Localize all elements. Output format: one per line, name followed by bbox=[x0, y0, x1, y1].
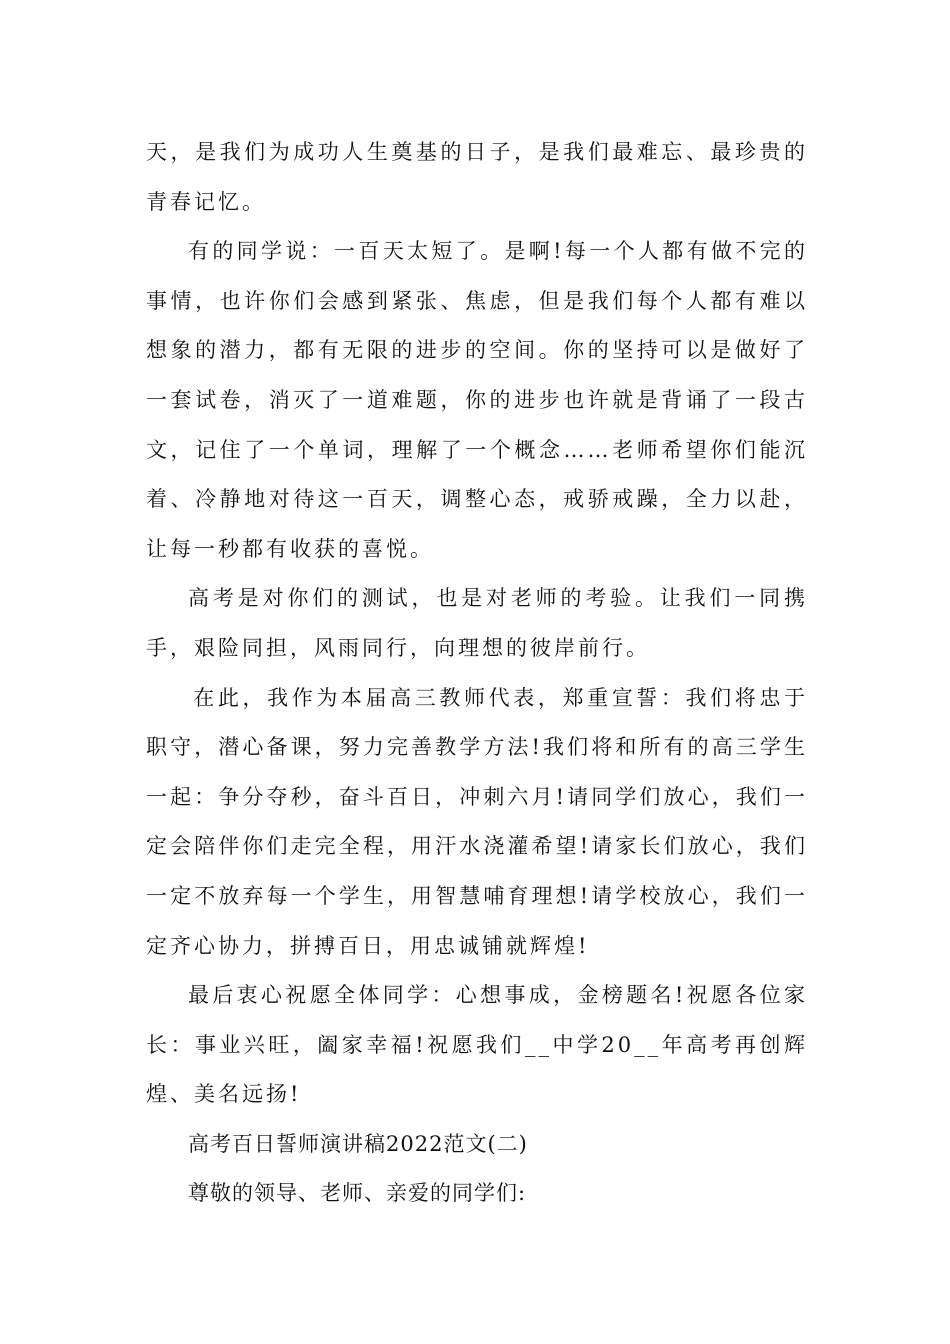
paragraph-continuation: 天，是我们为成功人生奠基的日子，是我们最难忘、最珍贵的青春记忆。 bbox=[146, 140, 808, 214]
paragraph-gaokao-test: 高考是对你们的测试，也是对老师的考验。让我们一同携手，艰险同担，风雨同行，向理想的彼岸前行。 bbox=[146, 586, 808, 660]
salutation: 尊敬的领导、老师、亲爱的同学们: bbox=[188, 1181, 527, 1206]
paragraph-wishes: 最后衷心祝愿全体同学：心想事成，金榜题名!祝愿各位家长：事业兴旺，阖家幸福!祝愿我们__中学20__年高考再创辉煌、美名远扬! bbox=[146, 983, 808, 1107]
paragraph-oath: 在此，我作为本届高三教师代表，郑重宣誓：我们将忠于职守，潜心备课，努力完善教学方法!我们将和所有的高三学生一起：争分夺秒，奋斗百日，冲刺六月!请同学们放心，我们一定会陪伴你们走完全程，用汗水浇灌希望!请家长们放心，我们一定不放弃每一个学生，用智慧哺育理想!请学校放心，我们一定齐心协力，拼搏百日，用忠诚铺就辉煌! bbox=[146, 685, 808, 958]
section-title: 高考百日誓师演讲稿2022范文(二) bbox=[188, 1131, 528, 1156]
document-body bbox=[146, 128, 808, 1219]
paragraph-hundred-days: 有的同学说：一百天太短了。是啊!每一个人都有做不完的事情，也许你们会感到紧张、焦虑，但是我们每个人都有难以想象的潜力，都有无限的进步的空间。你的坚持可以是做好了一套试卷，消灭了一道难题，你的进步也许就是背诵了一段古文，记住了一个单词，理解了一个概念……老师希望你们能沉着、冷静地对待这一百天，调整心态，戒骄戒躁，全力以赴，让每一秒都有收获的喜悦。 bbox=[146, 239, 808, 561]
